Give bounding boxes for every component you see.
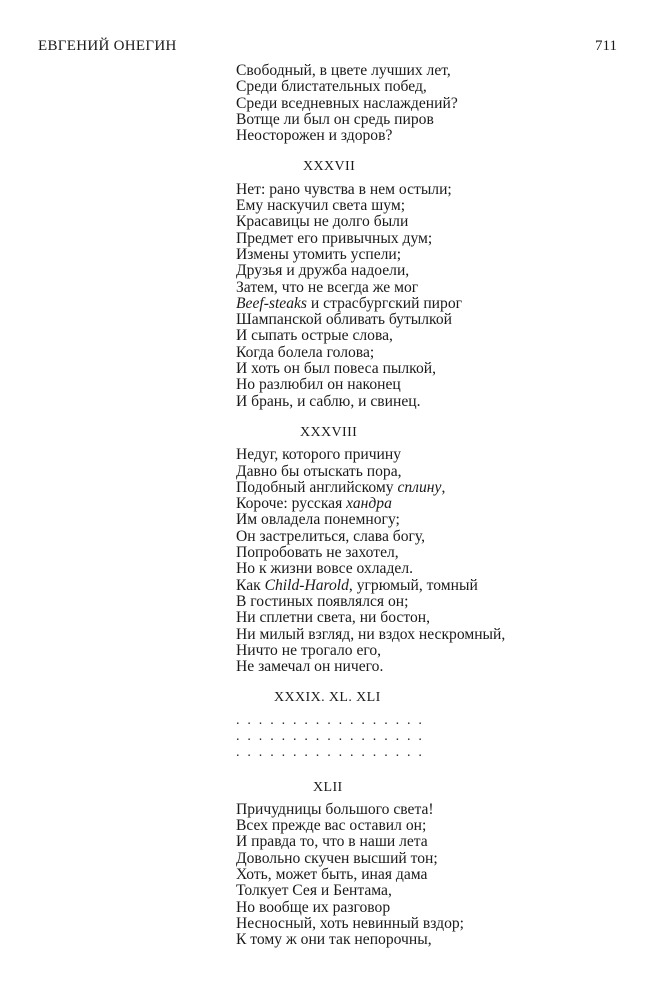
verse-line: Среди вседневных наслаждений? (236, 94, 458, 112)
verse-line: Несносный, хоть невинный вздор; (236, 914, 465, 932)
running-title: ЕВГЕНИЙ ОНЕГИН (38, 38, 177, 54)
verse-line: Но вообще их разговор (236, 898, 391, 916)
verse-line: Красавицы не долго были (236, 213, 409, 231)
verse-line: Ничто не трогало его, (236, 641, 382, 659)
verse-line: Нет: рано чувства в нем остыли; (236, 180, 452, 198)
verse-line: В гостиных появлялся он; (236, 592, 409, 610)
verse-line: Но разлюбил он наконец (236, 376, 401, 394)
verse-text: Подобный английскому (236, 478, 398, 496)
stanza-numeral-42: XLII (313, 779, 343, 795)
verse-line: Ни милый взгляд, ни вздох нескромный, (236, 625, 506, 643)
verse-text: и страсбургский пирог (307, 294, 463, 312)
verse-block (236, 63, 636, 949)
stanza-numeral-39-41: XXXIX. XL. XLI (274, 690, 381, 706)
stanza-36-end (236, 63, 636, 144)
verse-line: Ему наскучил света шум; (236, 197, 406, 215)
italic-text: Beef-steaks (236, 294, 308, 312)
verse-line: Он застрелиться, слава богу, (236, 527, 426, 545)
verse-line: И правда то, что в наши лета (236, 833, 428, 851)
italic-text: Child-Harold (264, 576, 349, 594)
verse-line: Свободный, в цвете лучших лет, (236, 62, 451, 79)
stanza-numeral-38: XXXVIII (300, 424, 358, 440)
verse-line: Толкует Сея и Бентама, (236, 882, 392, 900)
verse-line (236, 296, 636, 312)
verse-line (236, 578, 636, 594)
verse-line: Измены утомить успели; (236, 245, 402, 263)
verse-line: Хоть, может быть, иная дама (236, 866, 428, 884)
verse-line (236, 480, 636, 496)
running-head (38, 38, 617, 58)
verse-line: Предмет его привычных дум; (236, 229, 433, 247)
verse-line: Ни сплетни света, ни бостон, (236, 609, 430, 627)
verse-line: Вотще ли был он средь пиров (236, 110, 434, 128)
verse-line: Всех прежде вас оставил он; (236, 817, 427, 835)
omission-dots: . . . . . . . . . . . . . . . . . (236, 745, 425, 761)
italic-text: хандра (346, 495, 392, 513)
verse-line: Не замечал он ничего. (236, 658, 384, 676)
verse-line: И брань, и саблю, и свинец. (236, 392, 421, 410)
verse-line: Попробовать не захотел, (236, 544, 399, 562)
verse-line: Довольно скучен высший тон; (236, 849, 438, 867)
stanza-37 (236, 182, 636, 410)
verse-line: Шампанской обливать бутылкой (236, 311, 452, 329)
verse-line: И сыпать острые слова, (236, 327, 393, 345)
omitted-stanzas (236, 713, 636, 762)
verse-line: Среди блистательных побед, (236, 78, 427, 96)
stanza-numeral-37: XXXVII (303, 159, 356, 175)
verse-text: Как (236, 576, 265, 594)
verse-text: , угрюмый, томный (348, 576, 478, 594)
stanza-42 (236, 802, 636, 949)
verse-line (236, 496, 636, 512)
verse-line: Затем, что не всегда же мог (236, 278, 419, 296)
verse-line: И хоть он был повеса пылкой, (236, 360, 436, 378)
verse-line: Причудницы большого света! (236, 800, 434, 818)
verse-line: Неосторожен и здоров? (236, 127, 393, 145)
omission-dots: . . . . . . . . . . . . . . . . . (236, 728, 425, 744)
italic-text: сплину (397, 478, 442, 496)
verse-line: К тому ж они так непорочны, (236, 931, 432, 949)
verse-line: Друзья и дружба надоели, (236, 262, 410, 280)
verse-line: Давно бы отыскать пора, (236, 462, 402, 480)
verse-line: Им овладела понемногу; (236, 511, 400, 529)
verse-text: , (441, 478, 446, 496)
stanza-38 (236, 447, 636, 675)
omission-dots: . . . . . . . . . . . . . . . . . (236, 712, 425, 728)
verse-text: Короче: русская (236, 495, 347, 513)
verse-line: Недуг, которого причину (236, 446, 402, 464)
page-number: 711 (595, 38, 617, 54)
verse-line: Но к жизни вовсе охладел. (236, 560, 413, 578)
verse-line: Когда болела голова; (236, 343, 375, 361)
